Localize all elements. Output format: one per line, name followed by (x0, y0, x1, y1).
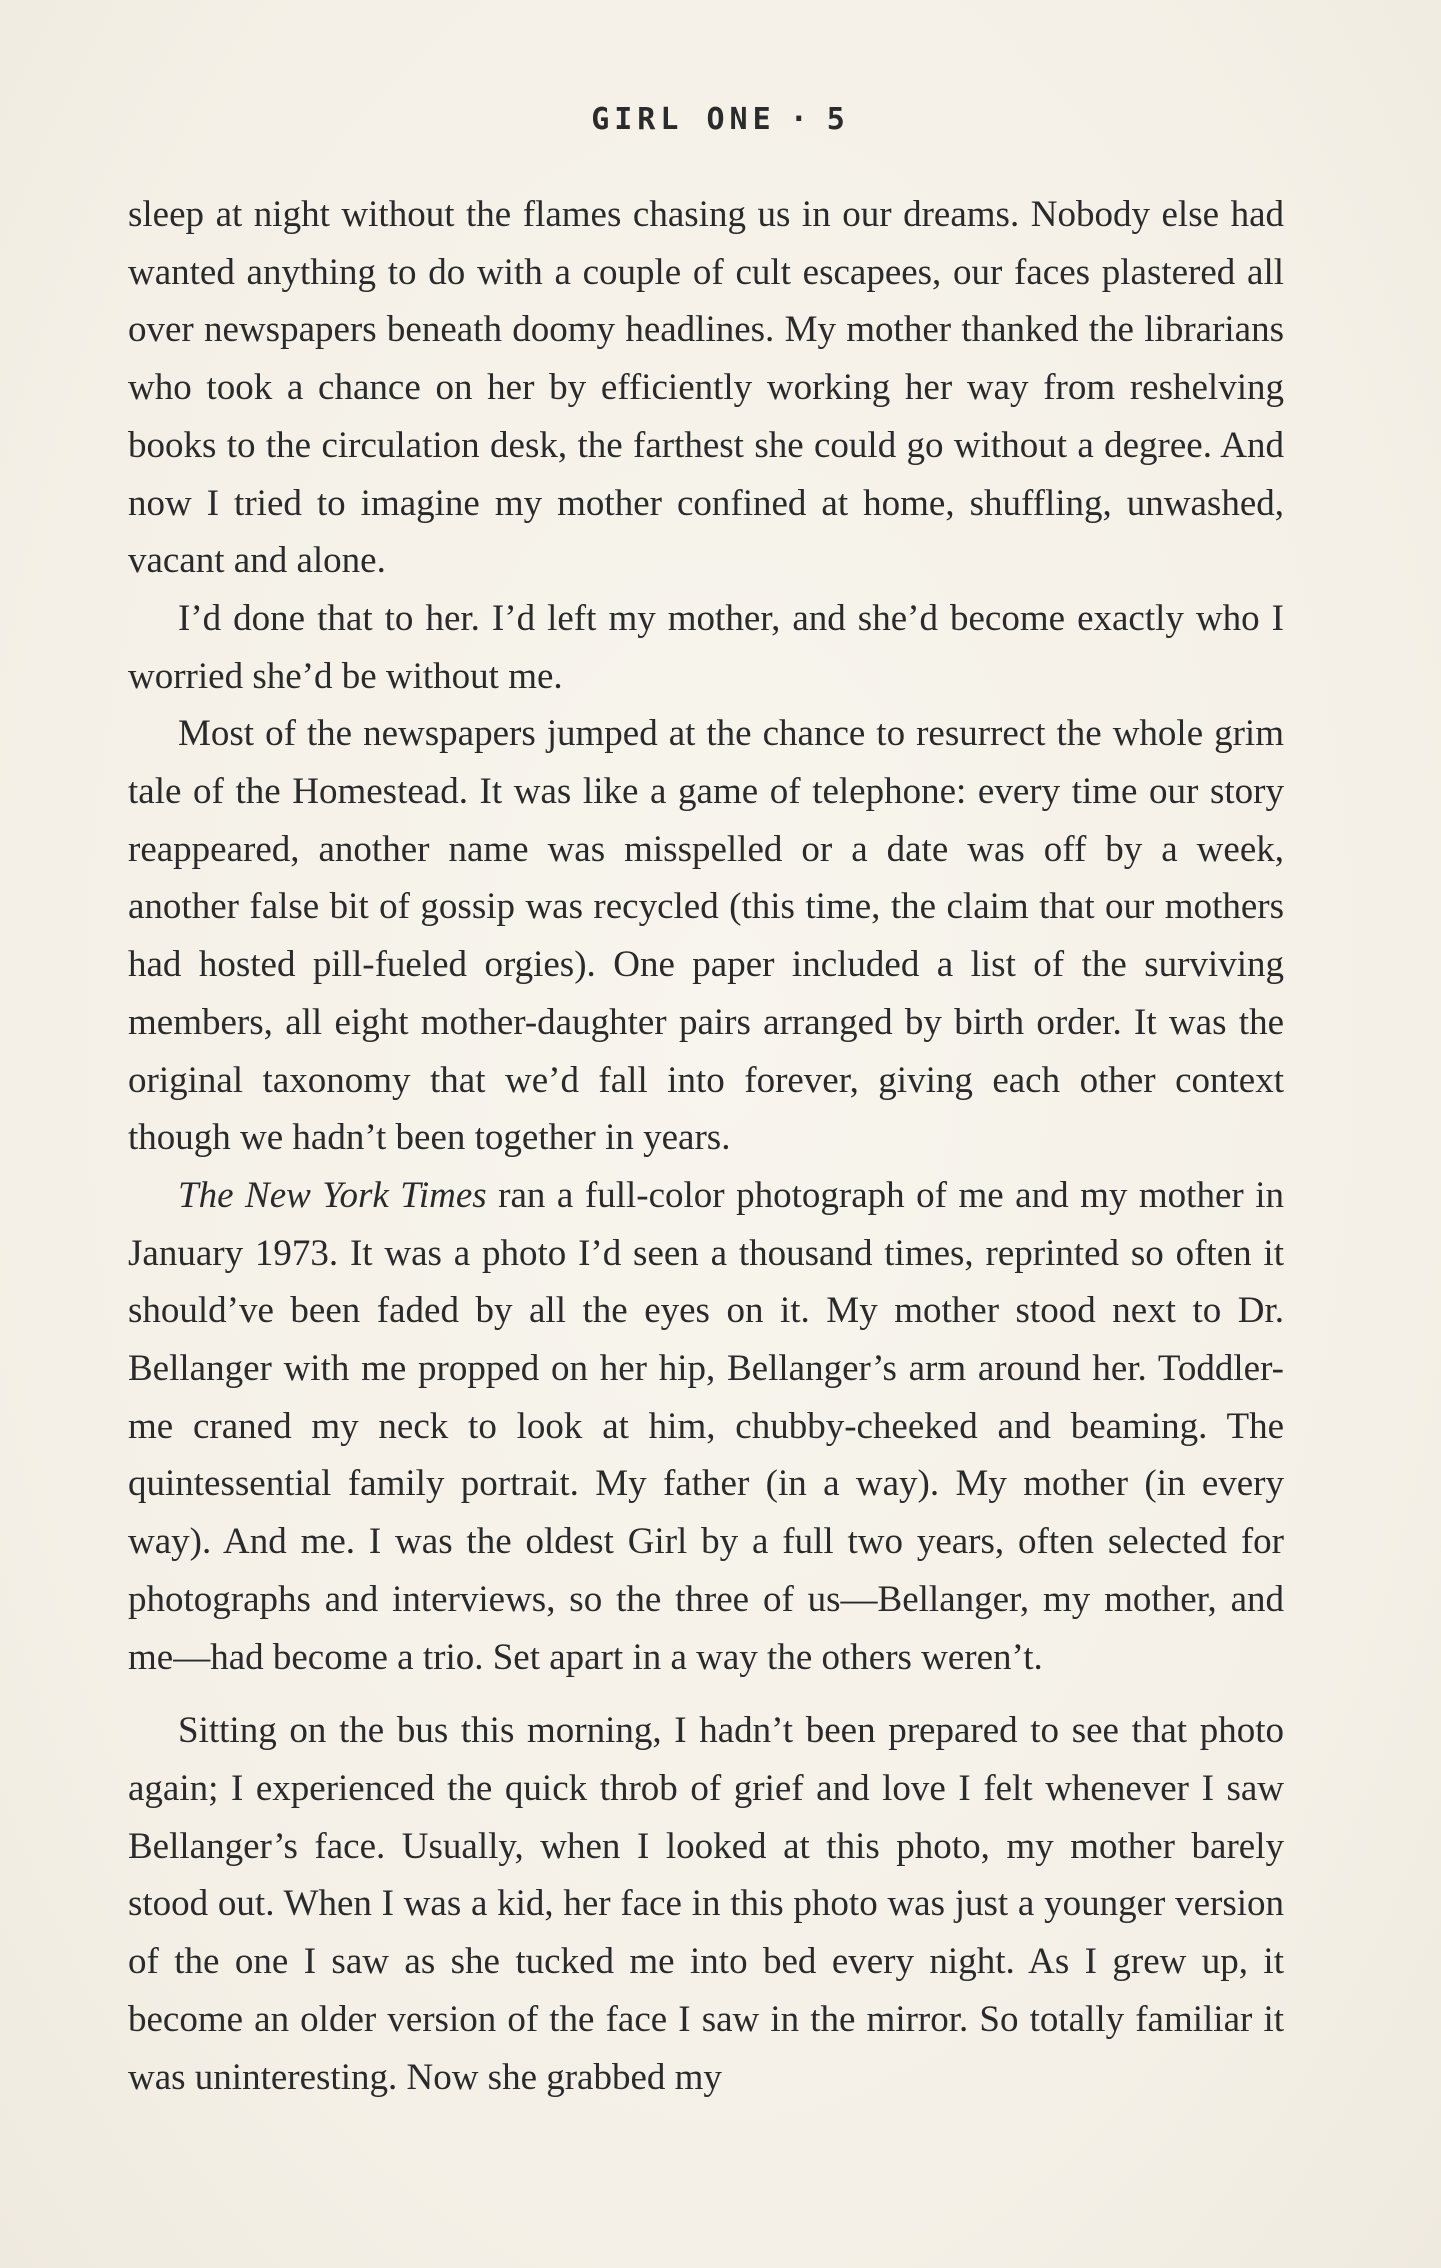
paragraph-4 (128, 1167, 1284, 1686)
body-text (128, 186, 1284, 2106)
paragraph-1: sleep at night without the flames chasing us in our dreams. Nobody else had wanted anything to do with a couple of cult escapees, our faces plastered all over newspapers beneath doomy headlines. My mother thanked the librarians who took a chance on her by efficiently working her way from reshelving books to the circulation desk, the farthest she could go without a degree. And now I tried to imagine my mother confined at home, shuffling, unwashed, vacant and alone. (128, 194, 1284, 582)
running-header (0, 102, 1441, 137)
page-number: 5 (826, 102, 850, 137)
paragraph-2: I’d done that to her. I’d left my mother, and she’d become exactly who I worried she’d be without me. (128, 597, 1284, 697)
publication-title: The New York Times (178, 1174, 487, 1216)
running-title: GIRL ONE (591, 102, 776, 137)
header-separator: · (789, 102, 813, 137)
paragraph-3: Most of the newspapers jumped at the chance to resurrect the whole grim tale of the Homestead. It was like a game of telephone: every time our story reappeared, another name was misspelled or a date was off by a week, another false bit of gossip was recycled (this time, the claim that our mothers had hosted pill-fueled orgies). One paper included a list of the surviving members, all eight mother-daughter pairs arranged by birth order. It was the original taxonomy that we’d fall into forever, giving each other context though we hadn’t been together in years. (128, 713, 1284, 1159)
paragraph-4-text: ran a full-color photograph of me and my mother in January 1973. It was a photo I’d seen a thousand times, reprinted so often it should’ve been faded by all the eyes on it. My mother stood next to Dr. Bellanger with me propped on her hip, Bellanger’s arm around her. Toddler-me craned my neck to look at him, chubby-cheeked and beaming. The quintessential family portrait. My father (in a way). My mother (in every way). And me. I was the oldest Girl by a full two years, often selected for photographs and interviews, so the three of us—Bellanger, my mother, and me—had become a trio. Set apart in a way the others weren’t. (128, 1174, 1284, 1678)
paragraph-5: Sitting on the bus this morning, I hadn’t been prepared to see that photo again; I experienced the quick throb of grief and love I felt whenever I saw Bellanger’s face. Usually, when I looked at this photo, my mother barely stood out. When I was a kid, her face in this photo was just a younger version of the one I saw as she tucked me into bed every night. As I grew up, it become an older version of the face I saw in the mirror. So totally familiar it was uninteresting. Now she grabbed my (128, 1710, 1284, 2098)
